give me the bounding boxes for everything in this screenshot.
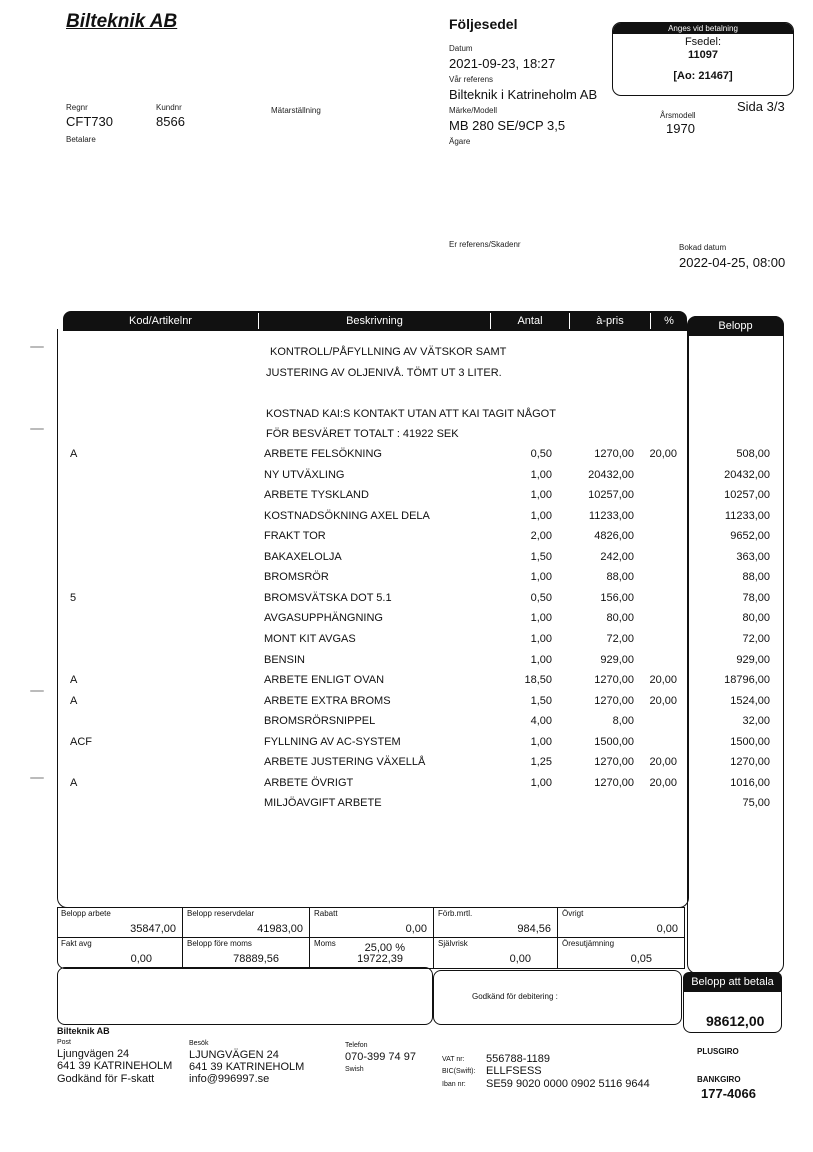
row-apris: 156,00	[600, 592, 634, 604]
rabatt-value: 0,00	[405, 923, 427, 935]
row-apris: 72,00	[606, 633, 634, 645]
row-description: ARBETE ÖVRIGT	[264, 777, 354, 789]
table-row	[0, 612, 813, 632]
bokad-datum-label: Bokad datum	[679, 243, 727, 252]
row-belopp: 18796,00	[724, 674, 770, 686]
row-apris: 88,00	[606, 571, 634, 583]
table-row	[0, 633, 813, 653]
belopp-arbete-label: Belopp arbete	[61, 909, 111, 918]
row-belopp: 10257,00	[724, 489, 770, 501]
regnr-value: CFT730	[66, 114, 113, 129]
row-percent: 20,00	[649, 674, 677, 686]
row-apris: 1500,00	[594, 736, 634, 748]
row-description: KOSTNADSÖKNING AXEL DELA	[264, 510, 430, 522]
row-antal: 2,00	[530, 530, 552, 542]
bokad-datum-value: 2022-04-25, 08:00	[679, 255, 786, 270]
header-belopp: Belopp	[687, 316, 784, 336]
bic-value: ELLFSESS	[486, 1065, 542, 1077]
row-apris: 4826,00	[594, 530, 634, 542]
row-belopp: 88,00	[742, 571, 770, 583]
ao-number: [Ao: 21467]	[673, 70, 733, 82]
note-line: KOSTNAD KAI:S KONTAKT UTAN ATT KAI TAGIT NÅGOT	[266, 408, 556, 420]
marke-modell-value: MB 280 SE/9CP 3,5	[449, 118, 566, 133]
iban-value: SE59 9020 0000 0902 5116 9644	[486, 1078, 650, 1090]
row-description: FRAKT TOR	[264, 530, 326, 542]
oresutjamning-label: Öresutjämning	[562, 939, 615, 948]
row-antal: 1,00	[530, 612, 552, 624]
ovrigt-cell	[558, 908, 684, 937]
note-line: FÖR BESVÄRET TOTALT : 41922 SEK	[266, 428, 459, 440]
forbrukningsmaterial-label: Förb.mrtl.	[438, 909, 473, 918]
table-row	[0, 551, 813, 571]
fakt-avg-label: Fakt avg	[61, 939, 92, 948]
row-antal: 1,00	[530, 489, 552, 501]
fsedel-label: Fsedel:	[684, 36, 722, 48]
forbrukningsmaterial-value: 984,56	[517, 923, 551, 935]
header-antal: Antal	[517, 315, 543, 327]
row-description: BENSIN	[264, 654, 305, 666]
table-row	[0, 510, 813, 530]
row-antal: 1,25	[530, 756, 552, 768]
row-antal: 1,00	[530, 510, 552, 522]
row-antal: 0,50	[530, 592, 552, 604]
row-antal: 1,00	[530, 654, 552, 666]
row-belopp: 80,00	[742, 612, 770, 624]
sjalvrisk-cell	[434, 938, 557, 967]
fore-moms-label: Belopp före moms	[187, 939, 252, 948]
punch-mark	[30, 428, 44, 430]
row-antal: 1,00	[530, 736, 552, 748]
moms-cell	[310, 938, 433, 967]
post-label: Post	[57, 1039, 72, 1046]
rabatt-cell	[310, 908, 433, 937]
row-belopp: 1016,00	[730, 777, 770, 789]
ovrigt-value: 0,00	[656, 923, 678, 935]
row-belopp: 363,00	[736, 551, 770, 563]
note-line: KONTROLL/PÅFYLLNING AV VÄTSKOR SAMT	[270, 346, 507, 358]
company-name: Bilteknik AB	[66, 11, 178, 32]
table-row	[0, 530, 813, 550]
payment-reference-box	[612, 22, 794, 96]
oresutjamning-cell	[558, 938, 684, 967]
table-row	[0, 489, 813, 509]
datum-value: 2021-09-23, 18:27	[449, 56, 556, 71]
fakt-avg-value: 0,00	[130, 953, 152, 965]
iban-label: Iban nr:	[442, 1081, 466, 1088]
moms-label: Moms	[314, 939, 336, 948]
row-belopp: 78,00	[742, 592, 770, 604]
row-apris: 10257,00	[588, 489, 634, 501]
row-apris: 20432,00	[588, 469, 634, 481]
row-description: ARBETE ENLIGT OVAN	[264, 674, 385, 686]
row-description: BROMSRÖR	[264, 571, 329, 583]
table-row	[0, 777, 813, 797]
telefon-label: Telefon	[345, 1042, 368, 1049]
table-row	[0, 448, 813, 468]
row-description: MONT KIT AVGAS	[264, 633, 356, 645]
marke-modell-label: Märke/Modell	[449, 106, 498, 115]
besok-address-line: LJUNGVÄGEN 24	[189, 1049, 279, 1061]
table-row	[0, 715, 813, 735]
signature-box	[57, 967, 433, 1025]
table-row	[0, 654, 813, 674]
fore-moms-value: 78889,56	[233, 953, 279, 965]
row-belopp: 1270,00	[730, 756, 770, 768]
row-antal: 1,00	[530, 571, 552, 583]
row-apris: 80,00	[606, 612, 634, 624]
bankgiro-label: BANKGIRO	[697, 1075, 741, 1084]
header-beskrivning: Beskrivning	[346, 315, 403, 327]
regnr-label: Regnr	[66, 103, 88, 112]
row-description: ARBETE TYSKLAND	[264, 489, 369, 501]
table-row	[0, 469, 813, 489]
fore-moms-cell	[183, 938, 309, 967]
table-row	[0, 756, 813, 776]
er-referens-label: Er referens/Skadenr	[449, 240, 521, 249]
kundnr-value: 8566	[156, 114, 185, 129]
oresutjamning-value: 0,05	[630, 953, 652, 965]
agare-label: Ägare	[449, 137, 471, 146]
row-kod: A	[70, 674, 78, 686]
vat-value: 556788-1189	[486, 1053, 551, 1065]
footer-company: Bilteknik AB	[57, 1026, 110, 1036]
row-percent: 20,00	[649, 448, 677, 460]
row-apris: 242,00	[600, 551, 634, 563]
row-percent: 20,00	[649, 695, 677, 707]
var-referens-label: Vår referens	[449, 75, 494, 84]
besok-address-line: 641 39 KATRINEHOLM	[189, 1061, 305, 1073]
telefon-value: 070-399 74 97	[345, 1051, 416, 1063]
row-kod: A	[70, 695, 78, 707]
row-antal: 4,00	[530, 715, 552, 727]
header-kod: Kod/Artikelnr	[129, 315, 192, 327]
row-belopp: 20432,00	[724, 469, 770, 481]
row-description: AVGASUPPHÄNGNING	[264, 612, 383, 624]
row-belopp: 1500,00	[730, 736, 770, 748]
row-belopp: 75,00	[742, 797, 770, 809]
row-description: ARBETE JUSTERING VÄXELLÅ	[264, 756, 426, 768]
row-kod: ACF	[70, 736, 92, 748]
post-address-line: 641 39 KATRINEHOLM	[57, 1060, 173, 1072]
att-betala-header: Belopp att betala	[683, 972, 782, 992]
ovrigt-label: Övrigt	[562, 909, 584, 918]
row-kod: A	[70, 448, 78, 460]
f-skatt-text: Godkänd för F-skatt	[57, 1073, 155, 1085]
page-number: Sida 3/3	[737, 99, 785, 114]
row-description: BAKAXELOLJA	[264, 551, 342, 563]
moms-value: 19722,39	[357, 953, 403, 965]
table-row	[0, 797, 813, 817]
var-referens-value: Bilteknik i Katrineholm AB	[449, 87, 598, 102]
row-percent: 20,00	[649, 777, 677, 789]
row-percent: 20,00	[649, 756, 677, 768]
row-description: BROMSVÄTSKA DOT 5.1	[264, 592, 392, 604]
table-row	[0, 674, 813, 694]
besok-label: Besök	[189, 1040, 209, 1047]
row-kod: A	[70, 777, 78, 789]
header-percent: %	[664, 315, 674, 327]
forbrukningsmaterial-cell	[434, 908, 557, 937]
note-line: JUSTERING AV OLJENIVÅ. TÖMT UT 3 LITER.	[266, 367, 502, 379]
moms-percent: 25,00 %	[364, 942, 405, 954]
payment-box-heading: Anges vid betalning	[613, 23, 793, 34]
header-apris: à-pris	[596, 315, 624, 327]
row-kod: 5	[70, 592, 77, 604]
godkand-label: Godkänd för debitering :	[472, 992, 558, 1001]
row-belopp: 9652,00	[730, 530, 770, 542]
post-address-line: Ljungvägen 24	[57, 1048, 130, 1060]
table-row	[0, 571, 813, 591]
row-description: NY UTVÄXLING	[264, 469, 345, 481]
row-apris: 11233,00	[588, 510, 634, 522]
sjalvrisk-value: 0,00	[509, 953, 531, 965]
fsedel-number: 11097	[688, 49, 718, 61]
vat-label: VAT nr:	[442, 1056, 465, 1063]
table-row	[0, 736, 813, 756]
fakt-avg-cell	[57, 938, 182, 967]
punch-mark	[30, 346, 44, 348]
row-description: ARBETE EXTRA BROMS	[264, 695, 391, 707]
table-row	[0, 592, 813, 612]
belopp-arbete-cell	[57, 908, 182, 937]
belopp-reservdelar-cell	[183, 908, 309, 937]
row-description: MILJÖAVGIFT ARBETE	[264, 797, 382, 809]
arsmodell-value: 1970	[666, 121, 695, 136]
bankgiro-value: 177-4066	[701, 1086, 756, 1101]
datum-label: Datum	[449, 44, 473, 53]
email-text: info@996997.se	[189, 1073, 270, 1085]
row-antal: 1,00	[530, 777, 552, 789]
row-belopp: 11233,00	[724, 510, 770, 522]
matarstallning-label: Mätarställning	[271, 106, 321, 115]
row-description: FYLLNING AV AC-SYSTEM	[264, 736, 401, 748]
document-title: Följesedel	[449, 16, 518, 32]
row-antal: 1,50	[530, 695, 552, 707]
row-antal: 1,00	[530, 469, 552, 481]
arsmodell-label: Årsmodell	[660, 111, 696, 120]
row-antal: 1,50	[530, 551, 552, 563]
belopp-reservdelar-label: Belopp reservdelar	[187, 909, 255, 918]
row-description: BROMSRÖRSNIPPEL	[264, 715, 376, 727]
row-antal: 0,50	[530, 448, 552, 460]
row-apris: 929,00	[600, 654, 634, 666]
row-belopp: 72,00	[742, 633, 770, 645]
betalare-label: Betalare	[66, 135, 96, 144]
att-betala-value: 98612,00	[706, 1013, 765, 1029]
bic-label: BIC(Swift):	[442, 1068, 476, 1075]
belopp-arbete-value: 35847,00	[130, 923, 176, 935]
row-apris: 1270,00	[594, 674, 634, 686]
swish-label: Swish	[345, 1066, 364, 1073]
row-belopp: 508,00	[736, 448, 770, 460]
row-apris: 1270,00	[594, 695, 634, 707]
row-antal: 1,00	[530, 633, 552, 645]
row-apris: 1270,00	[594, 777, 634, 789]
row-belopp: 1524,00	[730, 695, 770, 707]
table-row	[0, 695, 813, 715]
row-apris: 1270,00	[594, 448, 634, 460]
plusgiro-label: PLUSGIRO	[697, 1047, 739, 1056]
row-belopp: 32,00	[742, 715, 770, 727]
row-belopp: 929,00	[736, 654, 770, 666]
belopp-reservdelar-value: 41983,00	[257, 923, 303, 935]
rabatt-label: Rabatt	[314, 909, 338, 918]
row-description: ARBETE FELSÖKNING	[264, 448, 382, 460]
sjalvrisk-label: Självrisk	[438, 939, 468, 948]
row-apris: 1270,00	[594, 756, 634, 768]
row-apris: 8,00	[612, 715, 634, 727]
row-antal: 18,50	[524, 674, 552, 686]
kundnr-label: Kundnr	[156, 103, 182, 112]
